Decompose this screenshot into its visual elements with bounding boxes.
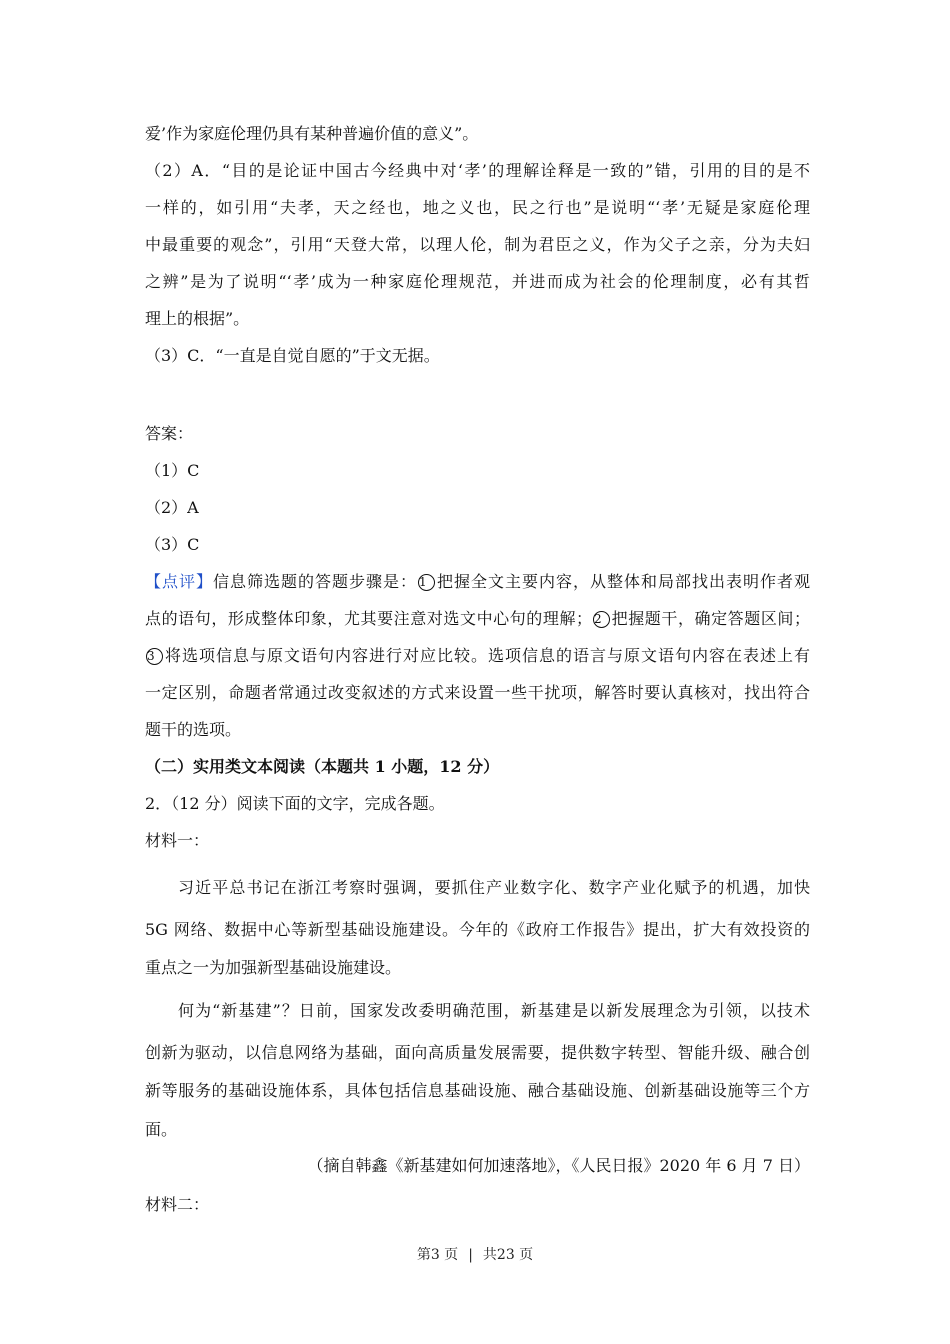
answer-item: （3）C: [145, 535, 200, 554]
answers-label: 答案：: [145, 424, 194, 443]
analysis-line: 爱’作为家庭伦理仍具有某种普遍价值的意义”。: [145, 124, 479, 143]
page-footer: [0, 1244, 950, 1264]
comment-line: 题干的选项。: [145, 720, 242, 739]
circled-number: 3: [146, 648, 163, 665]
page-number: 第3 页: [416, 1247, 459, 1263]
analysis-q2-line: 中最重要的观念”，引用“天登大常，以理人伦，制为君臣之义，作为父子之亲，分为夫妇: [145, 235, 810, 254]
paragraph-line: 创新为驱动，以信息网络为基础，面向高质量发展需要，提供数字转型、智能升级、融合创: [145, 1043, 810, 1062]
comment-line: 一定区别，命题者常通过改变叙述的方式来设置一些干扰项，解答时要认真核对，找出符合: [145, 683, 810, 702]
page-total: 共23 页: [482, 1247, 534, 1263]
paragraph-line: 重点之一为加强新型基础设施建设。: [145, 958, 402, 977]
question-stem: 2．（12 分）阅读下面的文字，完成各题。: [145, 794, 445, 813]
analysis-q2-line: 理上的根据”。: [145, 309, 250, 328]
footer-separator: |: [468, 1247, 473, 1263]
paragraph-line: 新等服务的基础设施体系，具体包括信息基础设施、融合基础设施、创新基础设施等三个方: [145, 1081, 810, 1100]
circled-number: 2: [593, 611, 610, 628]
answer-item: （2）A: [145, 498, 199, 517]
paragraph-line: 何为“新基建”？日前，国家发改委明确范围，新基建是以新发展理念为引领，以技术: [178, 1001, 810, 1020]
analysis-q3-line: （3）C．“一直是自觉自愿的”于文无据。: [145, 346, 440, 365]
comment-tag: 【点评】: [145, 572, 213, 591]
section-heading: （二）实用类文本阅读（本题共 1 小题，12 分）: [145, 757, 500, 776]
paragraph-line: 习近平总书记在浙江考察时强调，要抓住产业数字化、数字产业化赋予的机遇，加快: [178, 878, 810, 897]
answer-item: （1）C: [145, 461, 200, 480]
paragraph-line: 5G 网络、数据中心等新型基础设施建设。今年的《政府工作报告》提出，扩大有效投资的: [145, 920, 810, 939]
analysis-q2-line: 之辨”是为了说明“‘孝’成为一种家庭伦理规范，并进而成为社会的伦理制度，必有其哲: [145, 272, 810, 291]
analysis-q2-line: 一样的，如引用“夫孝，天之经也，地之义也，民之行也”是说明“‘孝’无疑是家庭伦理: [145, 198, 810, 217]
comment-line: 【点评】信息筛选题的答题步骤是： 1 把握全文主要内容，从整体和局部找出表明作者观: [145, 572, 810, 591]
paragraph-line: 面。: [145, 1120, 178, 1139]
source-citation: （摘自韩鑫《新基建如何加速落地》，《人民日报》2020 年 6 月 7 日）: [307, 1156, 810, 1175]
analysis-q2-line: （2）A．“目的是论证中国古今经典中对‘孝’的理解诠释是一致的”错，引用的目的是不: [145, 161, 810, 180]
material-label: 材料一：: [145, 831, 210, 850]
material-label: 材料二：: [145, 1195, 210, 1214]
comment-line: 3 将选项信息与原文语句内容进行对应比较。选项信息的语言与原文语句内容在表述上有: [147, 646, 810, 665]
circled-number: 1: [418, 574, 435, 591]
comment-line: 点的语句，形成整体印象，尤其要注意对选文中心句的理解； 2 把握题干，确定答题区间；: [145, 609, 810, 628]
